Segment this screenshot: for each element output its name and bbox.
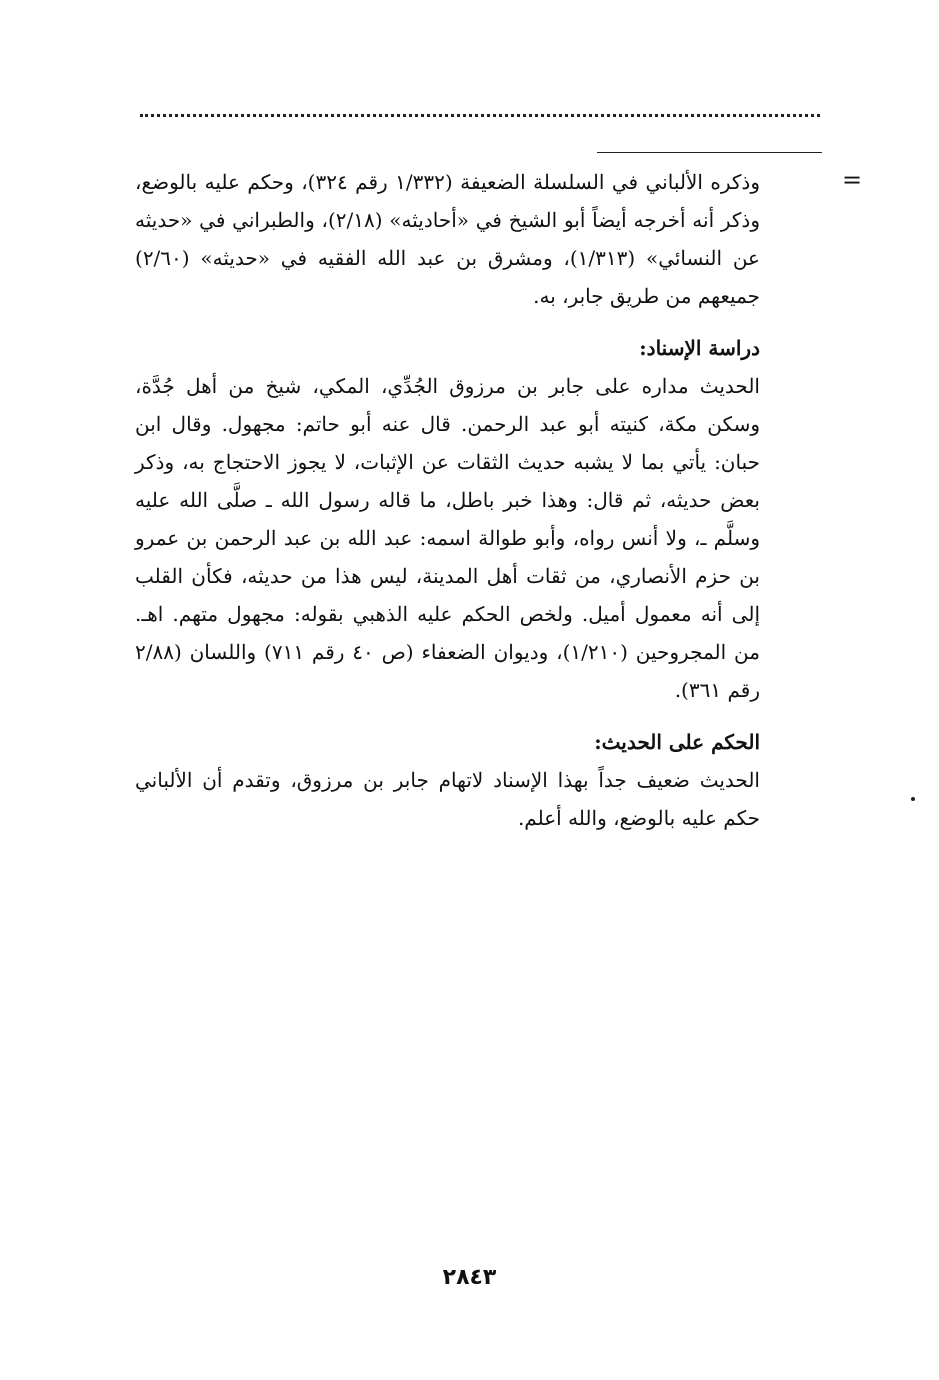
- footnote-separator: [597, 152, 822, 153]
- section-body-isnad: الحديث مداره على جابر بن مرزوق الجُدِّي، المكي، شيخ من أهل جُدَّة، وسكن مكة، كنيته أبو عبد الرحمن. قال عنه أبو حاتم: مجهول. وقال ابن حبان: يأتي بما لا يشبه حديث الثقات عن الإثبات، لا يجوز الاحتجاج به، وذكر بعض حديثه، ثم قال: وهذا خبر باطل، ما قاله رسول الله ـ صلَّى الله عليه وسلَّم ـ، ولا أنس رواه، وأبو طوالة اسمه: عبد الله بن عبد الرحمن بن عمرو بن حزم الأنصاري، من ثقات أهل المدينة، ليس هذا من حديثه، فكأن القلب إلى أنه معمول أميل. ولخص الحكم عليه الذهبي بقوله: مجهول متهم. اهـ. من المجروحين (١/٢١٠)، وديوان الضعفاء (ص ٤٠ رقم ٧١١) واللسان (٢/٨٨ رقم ٣٦١).: [135, 374, 760, 702]
- section-heading-ruling: الحكم على الحديث:: [594, 730, 760, 754]
- section-heading-isnad: دراسة الإسناد:: [639, 336, 760, 360]
- header-dotted-rule: [140, 114, 820, 117]
- footnote-paragraph: وذكره الألباني في السلسلة الضعيفة (١/٣٣٢ رقم ٣٢٤)، وحكم عليه بالوضع، وذكر أنه أخرجه أيضاً أبو الشيخ في «أحاديثه» (٢/١٨)، والطبراني في «حديثه عن النسائي» (١/٣١٣)، ومشرق بن عبد الله الفقيه في «حديثه» (٢/٦٠) جميعهم من طريق جابر، به.: [135, 170, 760, 308]
- page-number: ٢٨٤٣: [442, 1265, 497, 1290]
- scan-speck: [911, 797, 915, 801]
- section-body-ruling: الحديث ضعيف جداً بهذا الإسناد لاتهام جابر بن مرزوق، وتقدم أن الألباني حكم عليه بالوضع، والله أعلم.: [135, 768, 760, 830]
- page-body: [135, 163, 760, 837]
- continuation-mark: =: [842, 166, 863, 194]
- spacer: [135, 315, 760, 323]
- spacer: [135, 709, 760, 717]
